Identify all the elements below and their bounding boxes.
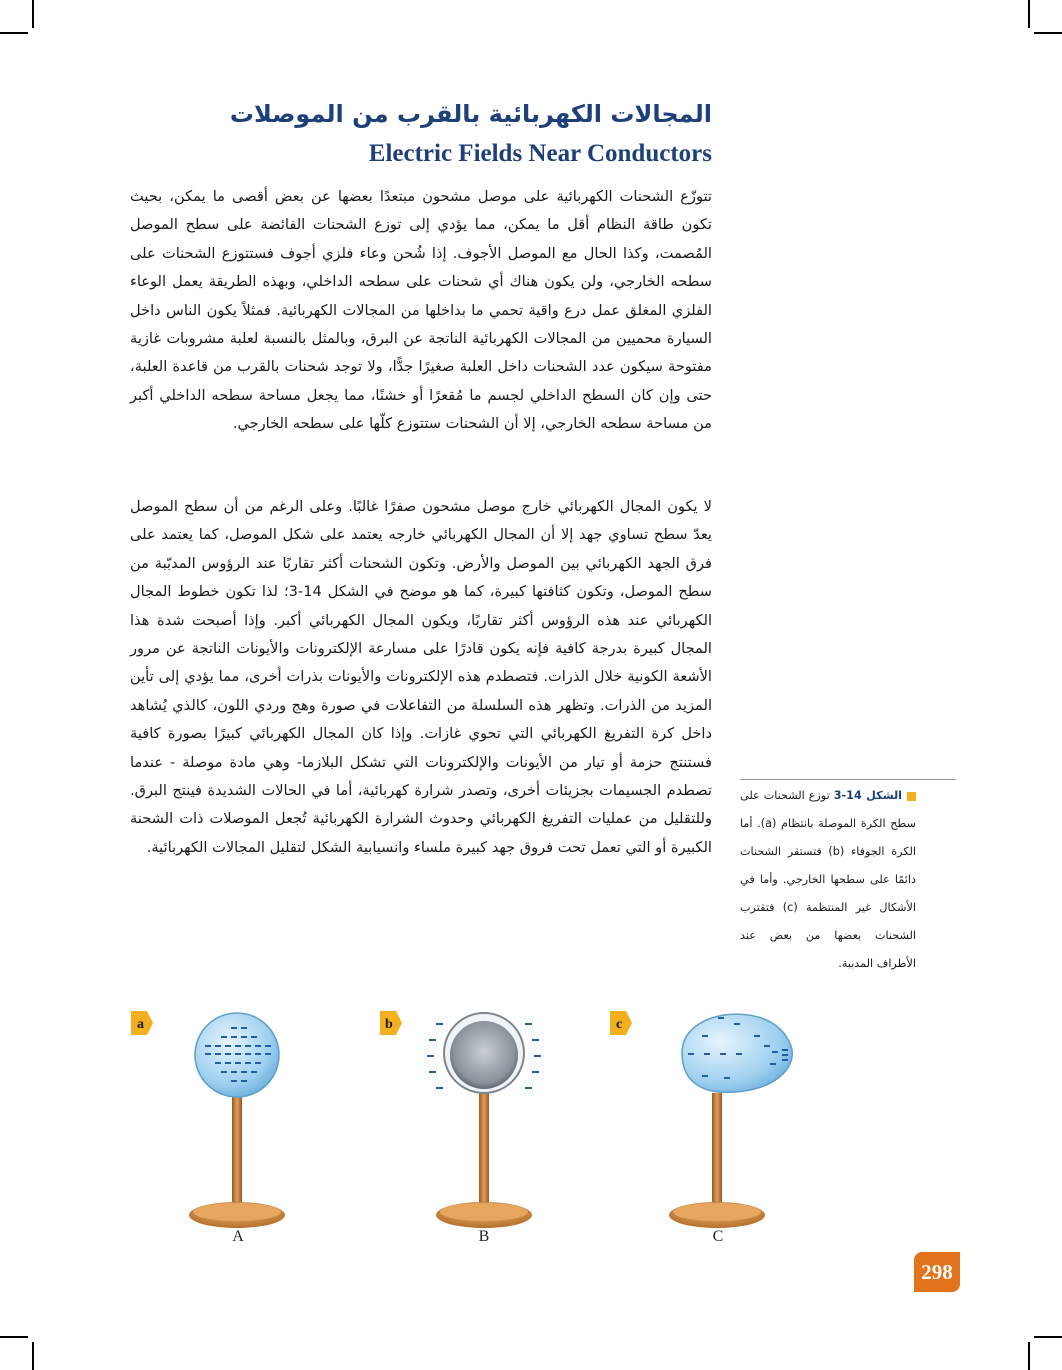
figure-c-caption-letter: C (712, 1228, 724, 1245)
figure-a-solid-sphere (125, 1005, 355, 1245)
section-title-english: Electric Fields Near Conductors (368, 140, 712, 167)
crop-mark (1028, 1342, 1030, 1370)
stand-pole (712, 1093, 722, 1209)
crop-mark (0, 1336, 28, 1338)
tag-a-label: a (137, 1017, 144, 1032)
figure-c-irregular-conductor (604, 1005, 834, 1245)
caption-marker-icon (907, 792, 916, 801)
figure-caption (740, 782, 916, 978)
figure-a-caption-letter: A (232, 1228, 244, 1245)
caption-divider (740, 779, 956, 780)
tag-b-label: b (385, 1017, 393, 1032)
figure-b-hollow-sphere (374, 1005, 604, 1245)
caption-label: الشكل 14-3 (833, 789, 902, 802)
crop-mark (32, 1342, 34, 1370)
crop-mark (1034, 32, 1062, 34)
caption-text: توزع الشحنات على سطح الكرة الموصلة بانتظام (a). أما الكرة الجوفاء (b) فتستقر الشحنات دائمًا على سطحها الخارجي. وأما في الأشكال غير المنتظمة (c) فتقترب الشحنات بعضها من بعض عند الأطراف المدببة. (740, 789, 916, 970)
section-title-arabic: المجالات الكهربائية بالقرب من الموصلات (229, 100, 712, 128)
figure-b-caption-letter: B (478, 1228, 490, 1245)
crop-mark (1034, 1336, 1062, 1338)
hollow-sphere-interior (450, 1021, 518, 1089)
crop-mark (32, 0, 34, 28)
crop-mark (1028, 0, 1030, 28)
page-number-badge: 298 (914, 1252, 960, 1292)
crop-mark (0, 32, 28, 34)
tag-c-label: c (616, 1017, 623, 1032)
body-paragraph-1: تتوزّع الشحنات الكهربائية على موصل مشحون مبتعدًا بعضها عن بعض أقصى ما يمكن، بحيث تكون طاقة النظام أقل ما يمكن، مما يؤدي إلى توزع الشحنات الفائضة على سطح الموصل المُصمت، وكذا الحال مع الموصل الأجوف. إذا شُحن وعاء فلزي أجوف فستتوزع الشحنات على سطحه الخارجي، ولن يكون هناك أي شحنات على سطحه الداخلي، وبهذه الطريقة يعمل الوعاء الفلزي المغلق عمل درع واقية تحمي ما بداخلها من المجالات الكهربائية. فمثلاً يكون الناس داخل السيارة محميين من المجالات الكهربائية الناتجة عن البرق، وبالمثل بالنسبة لعلبة مشروبات غازية مفتوحة سيكون عدد الشحنات داخل العلبة صغيرًا جدًّا، ولا توجد شحنات بالقرب من قاعدة العلبة، حتى وإن كان السطح الداخلي لجسم ما مُقعرًا أو خشنًا، مما يجعل مساحة سطحه الداخلي أكبر من مساحة سطحه الخارجي، إلا أن الشحنات ستتوزع كلّها على سطحه الخارجي. (130, 188, 712, 433)
body-paragraph-2: لا يكون المجال الكهربائي خارج موصل مشحون صفرًا غالبًا. وعلى الرغم من أن سطح الموصل يعدّ سطح تساوي جهد إلا أن المجال الكهربائي خارجه يعتمد على شكل الموصل، كما يعتمد على فرق الجهد الكهربائي بين الموصل والأرض. وتكون الشحنات أكثر تقاربًا عند الرؤوس المدبّبة من سطح الموصل، وتكون كثافتها كبيرة، كما هو موضح في الشكل 14-3؛ لذا تكون خطوط المجال الكهربائي عند هذه الرؤوس أكثر تقاربًا، ويكون المجال الكهربائي أكبر. وإذا أصبحت شدة هذا المجال كبيرة بدرجة كافية فإنه يكون قادرًا على مسارعة الإلكترونات والأيونات الناتجة عن مرور الأشعة الكونية خلال الذرات. فتصطدم هذه الإلكترونات والأيونات بذرات أخرى، مما يؤدي إلى تأين المزيد من الذرات. وتظهر هذه السلسلة من التفاعلات في صورة وهج وردي اللون، كالذي يُشاهد داخل كرة التفريغ الكهربائي التي تحوي غازات. وإذا كان المجال الكهربائي كبيرًا بصورة كافية فستنتج حزمة أو تيار من الأيونات والإلكترونات التي تشكل البلازما- وهي مادة موصلة - عندما تصطدم الجسيمات بجزيئات أخرى، وتصدر شرارة كهربائية، أما في الحالات الشديدة فينتج البرق. وللتقليل من عمليات التفريغ الكهربائي وحدوث الشرارة الكهربائية تُجعل الموصلات ذات الشحنة الكبيرة أو التي تعمل تحت فروق جهد كبيرة ملساء وانسيابية الشكل لتقليل المجالات الكهربائية. (130, 498, 712, 856)
stand-pole (479, 1089, 489, 1209)
stand-pole (232, 1089, 242, 1209)
